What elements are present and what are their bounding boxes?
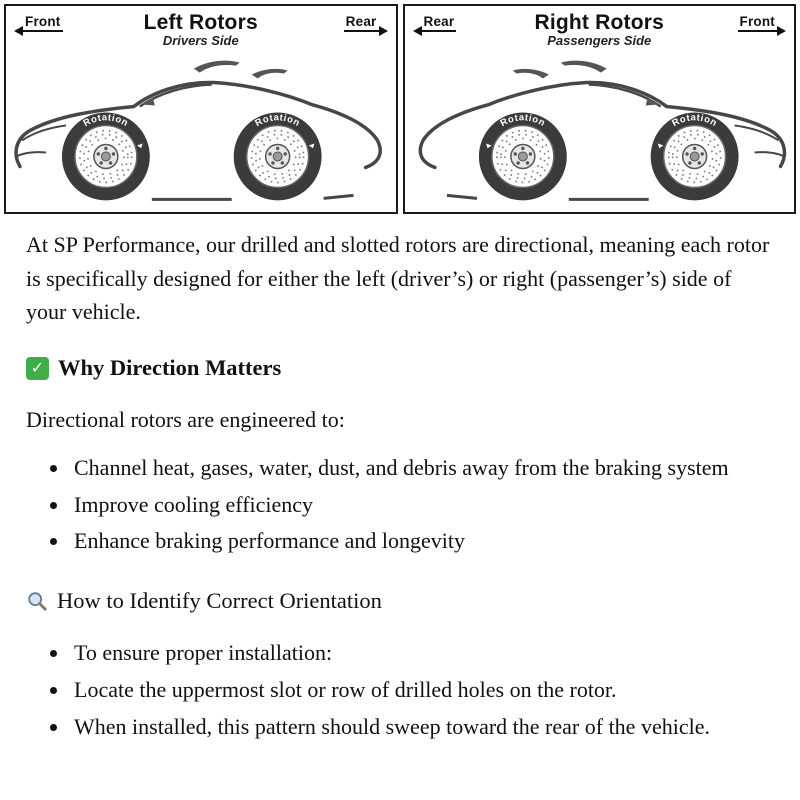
panel-title: Left Rotors — [143, 11, 258, 34]
direction-label-rear — [308, 14, 388, 32]
direction-text: Rear — [422, 14, 457, 32]
list-item: • When installed, this pattern should sweep toward the rear of the vehicle. — [70, 710, 772, 744]
section-heading-text: How to Identify Correct Orientation — [57, 588, 382, 614]
check-icon: ✓ — [26, 357, 49, 380]
list-item: • Channel heat, gases, water, dust, and debris away from the braking system — [70, 451, 772, 485]
direction-label-rear — [413, 14, 493, 32]
magnifier-icon — [26, 590, 48, 612]
list-item: • Locate the uppermost slot or row of drilled holes on the rotor. — [70, 673, 772, 707]
panel-header-right — [405, 6, 795, 48]
section-heading-text: Why Direction Matters — [58, 354, 282, 380]
car-illustration-right — [405, 48, 795, 204]
intro-paragraph: At SP Performance, our drilled and slotted rotors are directional, meaning each rotor is specifically designed for either the left (driver’s) or right (passenger’s) side of your vehicle. — [26, 232, 770, 325]
arrow-left-icon — [14, 26, 23, 36]
article-content — [0, 214, 800, 743]
lead-paragraph: Directional rotors are engineered to: — [26, 407, 345, 433]
panel-subtitle: Passengers Side — [547, 33, 652, 49]
arrow-left-icon — [413, 26, 422, 36]
car-illustration-left — [6, 48, 396, 204]
direction-text: Front — [23, 14, 63, 32]
benefits-list — [26, 451, 772, 558]
rotor-panel-right — [403, 4, 797, 214]
list-item: • Improve cooling efficiency — [70, 488, 772, 522]
rotation-label: Rotation — [498, 112, 547, 130]
arrow-right-icon — [777, 26, 786, 36]
direction-text: Front — [738, 14, 778, 32]
section-heading-why-direction-matters — [26, 351, 772, 385]
orientation-list — [26, 636, 772, 743]
direction-label-front — [706, 14, 786, 32]
list-item: • To ensure proper installation: — [70, 636, 772, 670]
list-item: • Enhance braking performance and longevity — [70, 524, 772, 558]
direction-text: Rear — [344, 14, 379, 32]
direction-label-front — [14, 14, 94, 32]
arrow-right-icon — [379, 26, 388, 36]
section-heading-orientation — [26, 584, 772, 618]
rotation-label: Rotation — [669, 112, 719, 130]
panel-header-left — [6, 6, 396, 48]
rotor-direction-diagram — [0, 0, 800, 214]
panel-title: Right Rotors — [534, 11, 665, 34]
rotation-label: Rotation — [253, 112, 303, 130]
rotation-label: Rotation — [81, 112, 131, 130]
panel-title-block — [94, 11, 308, 48]
panel-subtitle: Drivers Side — [162, 33, 239, 49]
rotor-panel-left — [4, 4, 398, 214]
panel-title-block — [493, 11, 707, 48]
